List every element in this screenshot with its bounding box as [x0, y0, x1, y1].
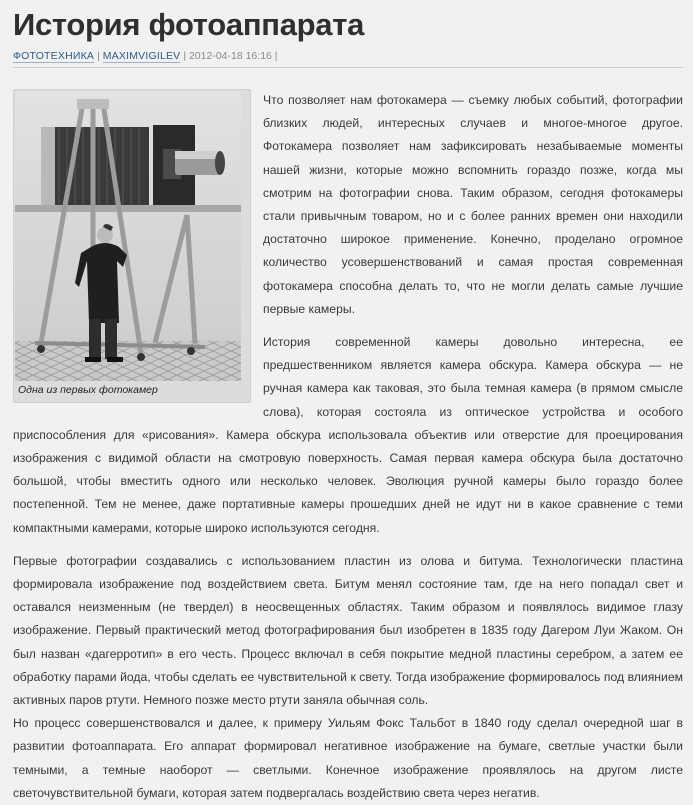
category-link[interactable]: ФОТОТЕХНИКА: [13, 50, 95, 62]
author-link[interactable]: MAXIMVIGILEV: [102, 50, 181, 62]
figure-caption: Одна из первых фотокамер: [18, 384, 158, 396]
meta-separator: |: [183, 50, 187, 62]
camera-photo: [15, 91, 241, 381]
meta-separator: |: [274, 50, 278, 62]
post-datetime: 2012-04-18 16:16: [188, 50, 272, 62]
paragraph: Но процесс совершенствовался и далее, к примеру Уильям Фокс Тальбот в 1840 году сделал очередной шаг в развитии фотоаппарата. Его аппарат формировал негативное изображение на бумаге, светлые участки были темными, а темные наоборот — светлыми. Конечное изображение проявлялось на другом листе светочувствительной бумаги, которая затем подвергалась воздействию света через негатив.: [13, 716, 683, 800]
post-content: [13, 89, 683, 805]
paragraph: Что позволяет нам фотокамера — съемку любых событий, фотографии близких людей, интересных случаев и многое-многое другое. Фотокамера позволяет нам зафиксировать незабываемые моменты нашей жизни, которые можно вспомнить гораздо позже, когда мы смотрим на фотографии снова. Таким образом, сегодня фотокамеры стали привычным товаром, но и с более ранних времен они находили достаточно широкое применение. Конечно, проделано огромное количество усовершенствований и самая простая современная фотокамера способна делать то, что не могли делать самые лучшие первые камеры.: [263, 93, 683, 316]
figure: [13, 89, 251, 403]
post-meta: [13, 49, 683, 68]
paragraph: Первые фотографии создавались с использованием пластин из олова и битума. Технологически пластина формировала изображение под воздействием света. Битум менял состояние там, где на него попадал свет и оставался неизменным (не твердел) в неосвещенных областях. Таким образом и появлялось видимое глазу изображение. Первый практический метод фотографирования был изобретен в 1835 году Дагером Луи Жаком. Он был назван «дагерротип» в его честь. Процесс включал в себя покрытие медной пластины серебром, а затем ее обработку парами йода, чтобы сделать ее чувствительной к свету. Тогда изображение формировалось под влиянием активных паров ртути. Немного позже место ртути заняла обычная соль.: [13, 553, 683, 708]
post-title: История фотоаппарата: [13, 7, 365, 42]
paragraph: История современной камеры довольно интересна, ее предшественником является камера обскура. Камера обскура — не ручная камера как таковая, это была темная камера (в прямом смысле слова), которая состояла из оптическое устройства и особого приспособления для «рисования». Камера обскура использовала объектив или отверстие для проецирования изображения с видимой области на смотровую поверхность. Самая первая камера обскура была достаточно большой, чтобы вместить одного или несколько человек. Эволюция ручной камеры было гораздо более постепенной. Тем не менее, даже портативные камеры прошедших дней не идут ни в какое сравнение с теми компактными камерами, которые широко используются сегодня.: [13, 335, 683, 535]
meta-separator: |: [97, 50, 100, 62]
